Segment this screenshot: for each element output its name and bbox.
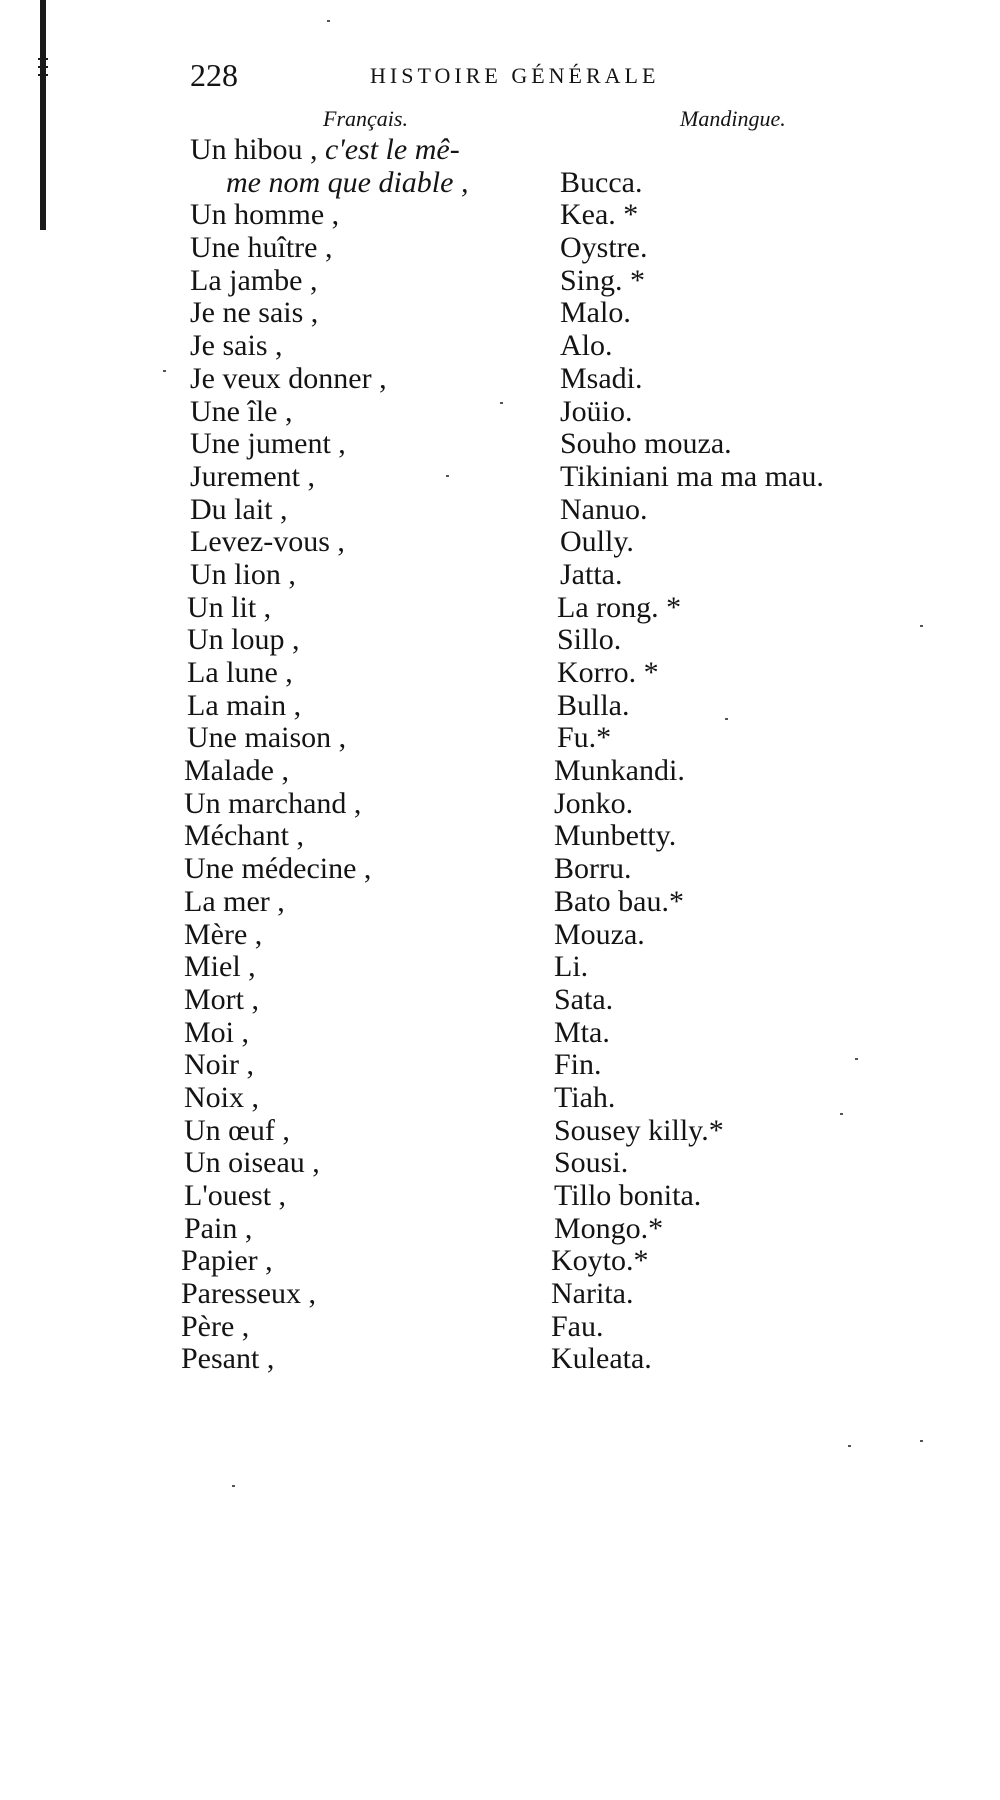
french-word: Du lait , bbox=[190, 492, 288, 526]
entry-row bbox=[0, 1343, 1000, 1376]
column-headers bbox=[0, 104, 1000, 134]
french-term bbox=[184, 1147, 320, 1180]
french-word: Un homme , bbox=[190, 198, 340, 232]
french-term bbox=[190, 134, 460, 167]
running-title: HISTOIRE GÉNÉRALE bbox=[370, 63, 660, 88]
entry-row bbox=[0, 1213, 1000, 1246]
entry-row bbox=[0, 363, 1000, 396]
french-term bbox=[190, 428, 346, 461]
mandingue-term: Oully. bbox=[560, 525, 634, 559]
binding-edge-mark bbox=[38, 66, 48, 68]
entry-row bbox=[0, 167, 1000, 200]
mandingue-term: Joüio. bbox=[560, 394, 633, 428]
french-word: Un loup , bbox=[187, 623, 300, 657]
entry-row bbox=[0, 330, 1000, 363]
mandingue-term: Sousey killy.* bbox=[554, 1113, 724, 1147]
french-term bbox=[190, 396, 292, 429]
mandingue-term: Malo. bbox=[560, 296, 631, 330]
french-word: Pain , bbox=[184, 1211, 253, 1245]
mandingue-term: Kuleata. bbox=[551, 1342, 652, 1376]
french-word: Papier , bbox=[181, 1244, 273, 1278]
mandingue-term: Jonko. bbox=[554, 786, 634, 820]
french-term bbox=[184, 820, 304, 853]
mandingue-term: Tillo bonita. bbox=[554, 1179, 702, 1212]
mandingue-term: La rong. * bbox=[557, 590, 682, 624]
french-term bbox=[184, 1082, 259, 1115]
entry-row bbox=[0, 984, 1000, 1017]
mandingue-term: Tikiniani ma ma mau. bbox=[560, 459, 824, 493]
entry-row bbox=[0, 396, 1000, 429]
french-word: L'ouest , bbox=[184, 1179, 287, 1212]
mandingue-term: Sata. bbox=[554, 982, 614, 1016]
french-term bbox=[184, 1017, 249, 1050]
paper-speck bbox=[327, 20, 330, 22]
mandingue-term: Korro. * bbox=[557, 656, 659, 689]
mandingue-term: Fau. bbox=[551, 1309, 604, 1343]
french-term bbox=[181, 1311, 249, 1344]
running-head bbox=[190, 55, 750, 95]
entry-row bbox=[0, 820, 1000, 853]
mandingue-term: Narita. bbox=[551, 1277, 634, 1311]
french-word: Je veux donner , bbox=[190, 361, 387, 395]
mandingue-term: Mouza. bbox=[554, 917, 645, 951]
mandingue-term: Mongo.* bbox=[554, 1211, 664, 1245]
french-word: Un œuf , bbox=[184, 1113, 290, 1147]
paper-speck bbox=[848, 1445, 851, 1447]
mandingue-term: Munbetty. bbox=[554, 819, 677, 853]
mandingue-term: Jatta. bbox=[560, 557, 623, 591]
paper-speck bbox=[500, 402, 503, 404]
entry-row bbox=[0, 919, 1000, 952]
french-term bbox=[190, 199, 339, 232]
mandingue-term: Munkandi. bbox=[554, 754, 685, 788]
french-word: Une médecine , bbox=[184, 852, 372, 886]
paper-speck bbox=[840, 1113, 843, 1115]
paper-speck bbox=[855, 1058, 858, 1060]
french-term bbox=[190, 265, 317, 298]
french-term bbox=[181, 1343, 274, 1376]
entry-row bbox=[0, 232, 1000, 265]
entry-row bbox=[0, 297, 1000, 330]
entry-row bbox=[0, 428, 1000, 461]
entry-row bbox=[0, 265, 1000, 298]
french-word: Noix , bbox=[184, 1080, 259, 1114]
column-header-mandingue: Mandingue. bbox=[680, 106, 786, 131]
french-word: Un lit , bbox=[187, 590, 272, 624]
entry-row bbox=[0, 1049, 1000, 1082]
entry-row bbox=[0, 1180, 1000, 1213]
french-word: Une île , bbox=[190, 394, 293, 428]
french-term bbox=[184, 788, 361, 821]
french-term bbox=[190, 494, 288, 527]
french-word: Paresseux , bbox=[181, 1277, 316, 1311]
french-term bbox=[190, 526, 345, 559]
vocabulary-list bbox=[0, 134, 1000, 1376]
french-word: Un oiseau , bbox=[184, 1146, 320, 1180]
mandingue-term: Sillo. bbox=[557, 623, 622, 657]
entry-row bbox=[0, 559, 1000, 592]
french-term bbox=[187, 624, 300, 657]
french-word: Noir , bbox=[184, 1048, 254, 1082]
mandingue-term: Bulla. bbox=[557, 688, 630, 722]
entry-row bbox=[0, 755, 1000, 788]
mandingue-term: Sing. * bbox=[560, 263, 646, 297]
entry-row bbox=[0, 134, 1000, 167]
french-word: Miel , bbox=[184, 950, 256, 984]
entry-row bbox=[0, 199, 1000, 232]
mandingue-term: Fin. bbox=[554, 1048, 602, 1082]
entry-row bbox=[0, 1017, 1000, 1050]
entry-row bbox=[0, 788, 1000, 821]
french-term bbox=[190, 559, 296, 592]
entry-row bbox=[0, 592, 1000, 625]
french-term bbox=[184, 1180, 286, 1213]
paper-speck bbox=[920, 625, 923, 627]
entry-row bbox=[0, 461, 1000, 494]
entry-row bbox=[0, 722, 1000, 755]
french-word: La jambe , bbox=[190, 263, 318, 297]
entry-row bbox=[0, 494, 1000, 527]
paper-speck bbox=[920, 1440, 923, 1442]
mandingue-term: Fu.* bbox=[557, 721, 612, 755]
french-term bbox=[184, 1115, 290, 1148]
entry-row bbox=[0, 624, 1000, 657]
french-term bbox=[184, 853, 371, 886]
french-term bbox=[181, 1245, 273, 1278]
french-word: Je ne sais , bbox=[190, 296, 319, 330]
mandingue-term: Mta. bbox=[554, 1015, 610, 1049]
french-word: La mer , bbox=[184, 884, 285, 918]
french-term bbox=[190, 232, 332, 265]
french-word: Une huître , bbox=[190, 231, 333, 265]
french-term bbox=[190, 330, 283, 363]
mandingue-term: Oystre. bbox=[560, 231, 648, 265]
entry-row bbox=[0, 1082, 1000, 1115]
french-term bbox=[190, 363, 387, 396]
french-word: Un hibou , bbox=[190, 133, 325, 166]
french-term bbox=[190, 461, 315, 494]
french-gloss: c'est le mê- bbox=[325, 133, 460, 166]
french-term bbox=[181, 1278, 316, 1311]
french-word: Je sais , bbox=[190, 329, 283, 363]
entry-row bbox=[0, 886, 1000, 919]
mandingue-term: Li. bbox=[554, 950, 589, 984]
entry-row bbox=[0, 526, 1000, 559]
entry-row bbox=[0, 1278, 1000, 1311]
binding-edge-mark bbox=[38, 58, 48, 60]
paper-speck bbox=[725, 718, 728, 720]
french-word: Pesant , bbox=[181, 1342, 275, 1376]
french-word: Malade , bbox=[184, 754, 289, 788]
page-number: 228 bbox=[190, 57, 238, 93]
entry-row bbox=[0, 690, 1000, 723]
french-term bbox=[187, 722, 346, 755]
entry-row bbox=[0, 1115, 1000, 1148]
mandingue-term: Bucca. bbox=[560, 165, 643, 199]
french-term bbox=[187, 592, 271, 625]
french-word: Père , bbox=[181, 1309, 250, 1343]
column-header-french: Français. bbox=[323, 106, 408, 131]
mandingue-term: Tiah. bbox=[554, 1080, 616, 1114]
french-word: Jurement , bbox=[190, 459, 315, 493]
mandingue-term: Souho mouza. bbox=[560, 427, 732, 461]
french-term bbox=[190, 297, 318, 330]
french-word: Une jument , bbox=[190, 427, 346, 461]
french-term bbox=[184, 755, 289, 788]
mandingue-term: Sousi. bbox=[554, 1146, 629, 1180]
french-word: Levez-vous , bbox=[190, 525, 345, 559]
paper-speck bbox=[163, 370, 166, 372]
mandingue-term: Msadi. bbox=[560, 361, 643, 395]
french-term bbox=[184, 919, 262, 952]
french-word: Moi , bbox=[184, 1015, 250, 1049]
french-term bbox=[187, 690, 301, 723]
french-word: Une maison , bbox=[187, 721, 347, 755]
french-word: me nom que diable , bbox=[226, 165, 469, 199]
mandingue-term: Kea. * bbox=[560, 198, 639, 232]
mandingue-term: Alo. bbox=[560, 329, 613, 363]
entry-row bbox=[0, 1245, 1000, 1278]
french-word: Méchant , bbox=[184, 819, 304, 853]
french-term bbox=[184, 951, 256, 984]
entry-row bbox=[0, 853, 1000, 886]
french-word: Un marchand , bbox=[184, 786, 362, 820]
french-word: Mort , bbox=[184, 982, 259, 1016]
french-term bbox=[184, 984, 259, 1017]
paper-speck bbox=[232, 1485, 235, 1487]
french-term bbox=[226, 167, 468, 200]
binding-edge-mark bbox=[38, 74, 48, 76]
mandingue-term: Koyto.* bbox=[551, 1244, 649, 1278]
entry-row bbox=[0, 951, 1000, 984]
french-word: Mère , bbox=[184, 917, 263, 951]
mandingue-term: Borru. bbox=[554, 852, 632, 886]
paper-speck bbox=[446, 475, 449, 477]
mandingue-term: Bato bau.* bbox=[554, 884, 684, 918]
entry-row bbox=[0, 1311, 1000, 1344]
entry-row bbox=[0, 1147, 1000, 1180]
french-term bbox=[187, 657, 293, 690]
french-term bbox=[184, 1049, 254, 1082]
french-word: Un lion , bbox=[190, 557, 296, 591]
french-word: La lune , bbox=[187, 656, 293, 689]
french-term bbox=[184, 1213, 252, 1246]
french-term bbox=[184, 886, 285, 919]
mandingue-term: Nanuo. bbox=[560, 492, 648, 526]
entry-row bbox=[0, 657, 1000, 690]
french-word: La main , bbox=[187, 688, 302, 722]
